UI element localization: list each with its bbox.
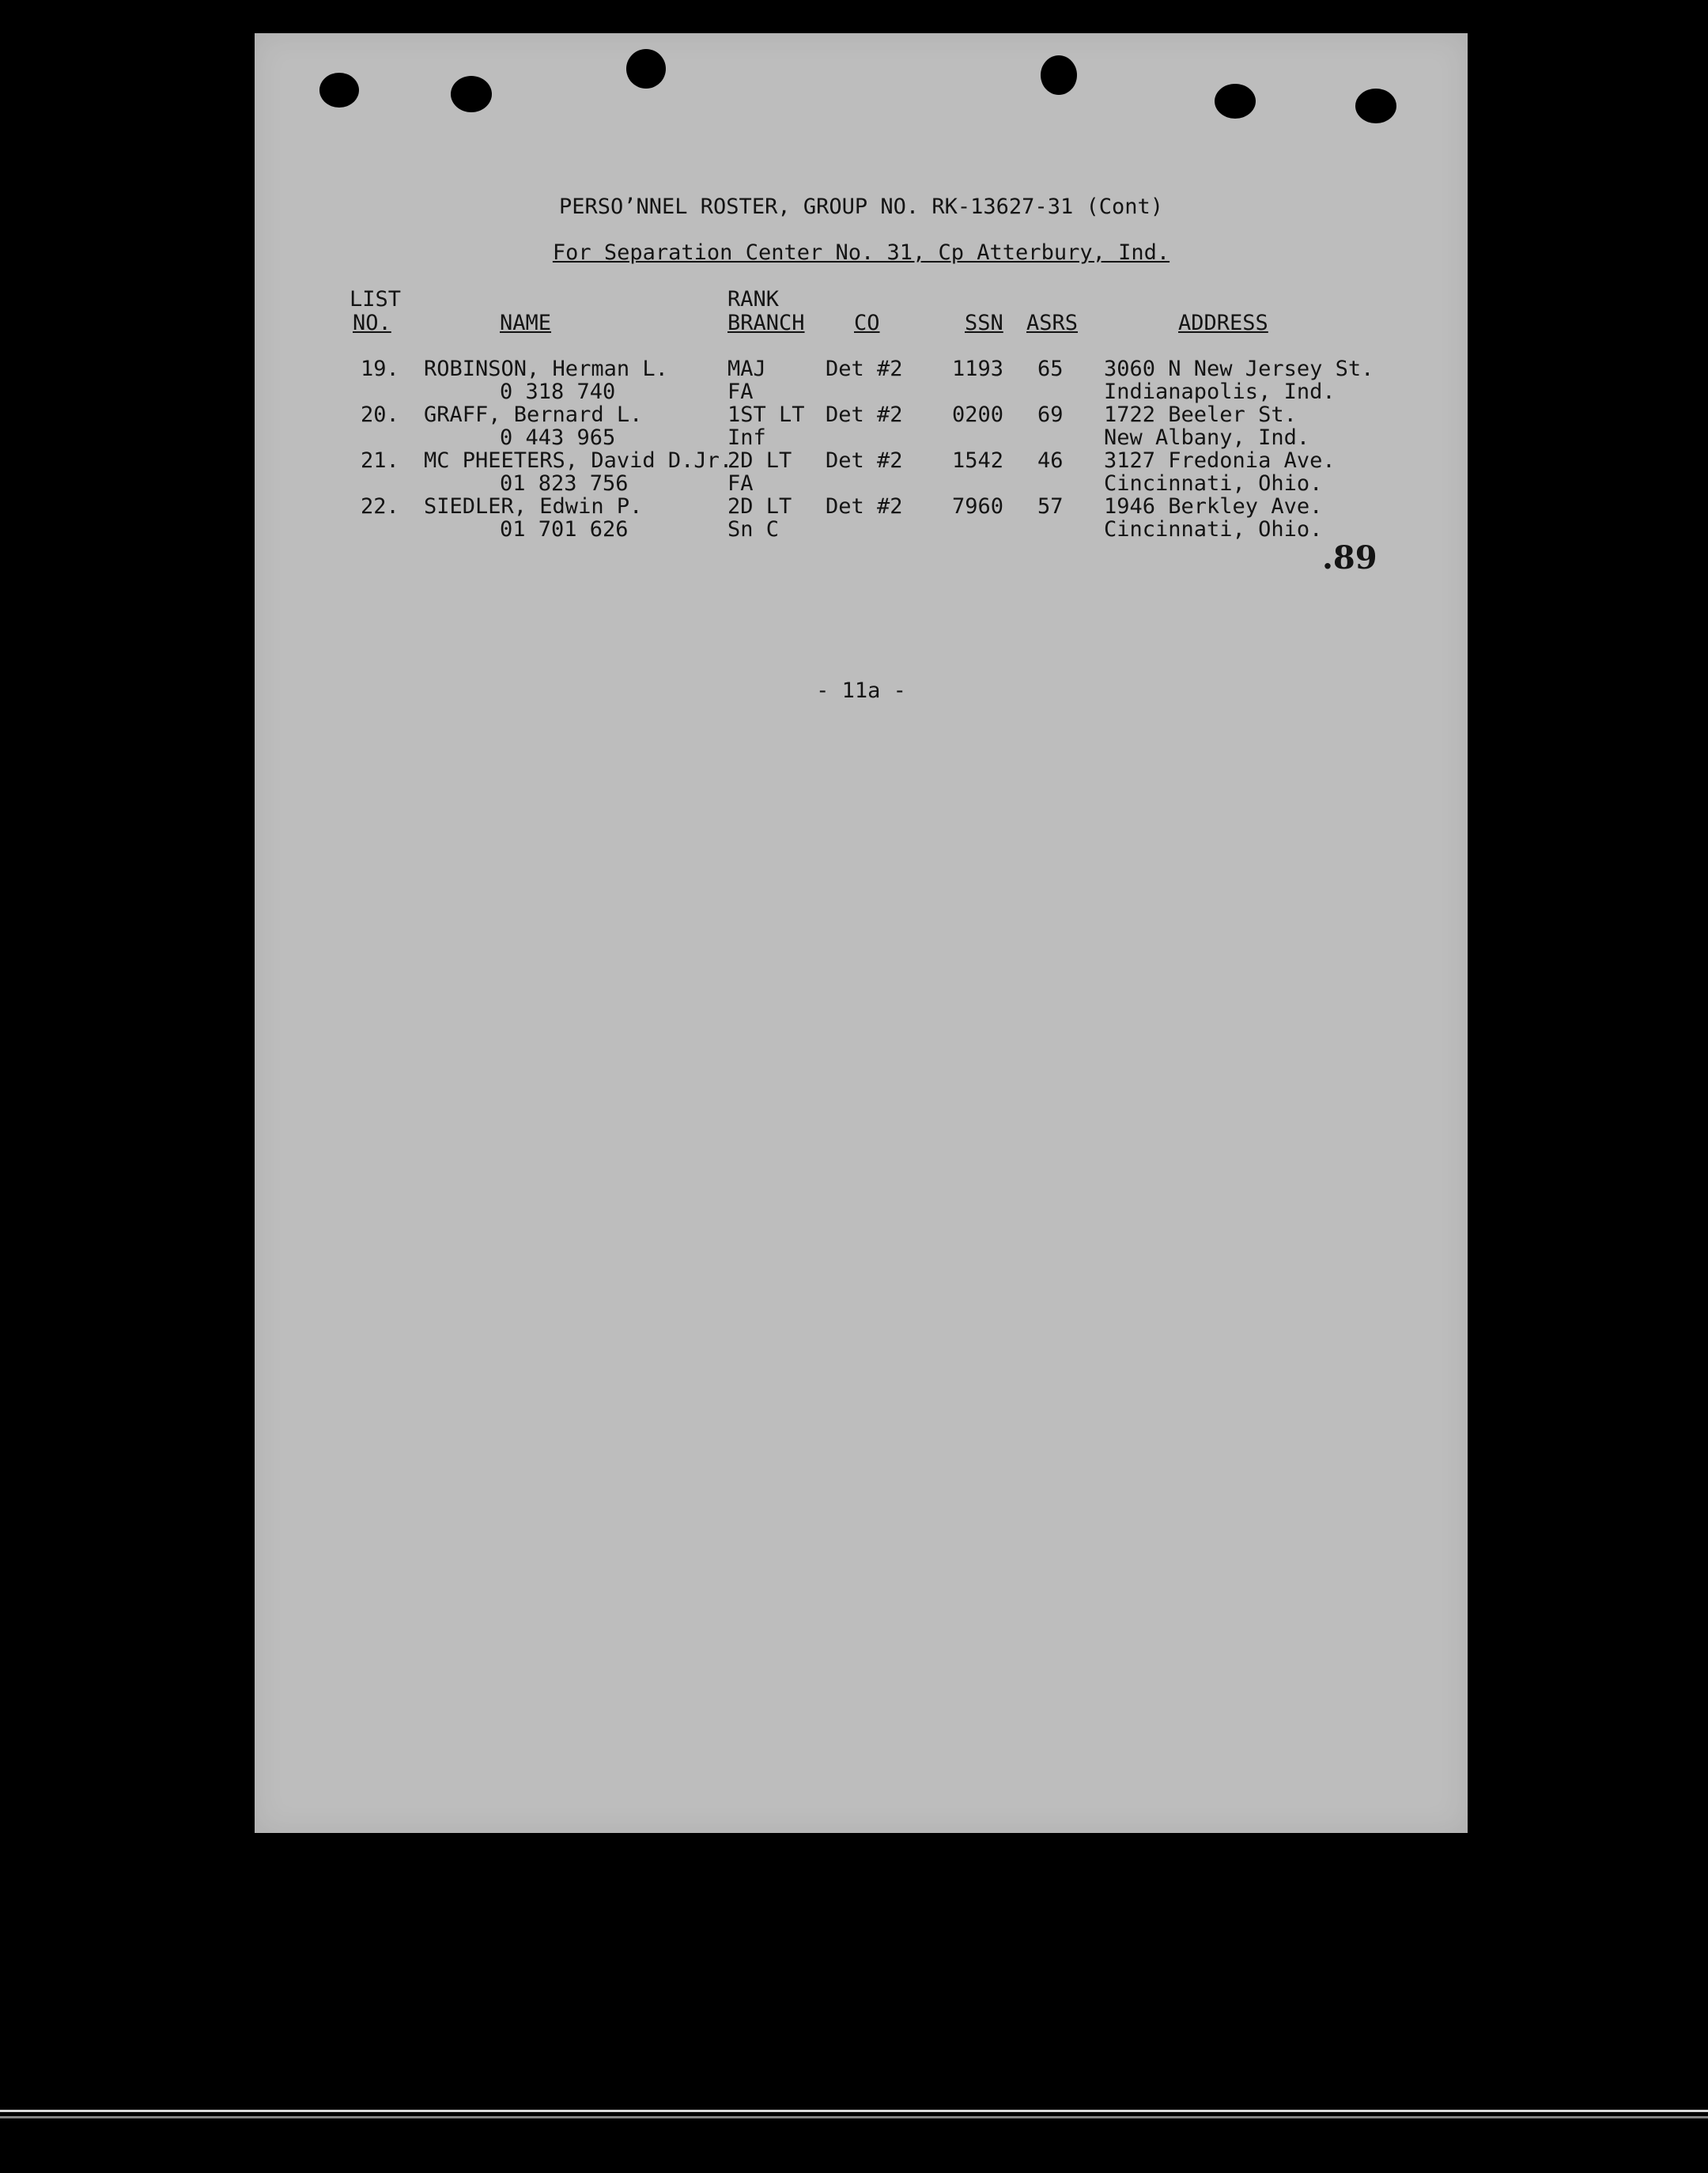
ssn: 0200 <box>952 402 1004 427</box>
asrs: 69 <box>1037 402 1064 427</box>
scan-edge-line <box>0 2116 1708 2118</box>
page-number: - 11a - <box>816 678 906 703</box>
punch-hole <box>451 76 492 112</box>
person-name: MC PHEETERS, David D.Jr. <box>424 448 733 473</box>
rank: 2D LT <box>727 448 792 473</box>
scan-edge-line <box>0 2110 1708 2112</box>
person-name: ROBINSON, Herman L. <box>424 357 668 381</box>
asrs: 57 <box>1037 494 1064 519</box>
roster-subtitle: For Separation Center No. 31, Cp Atterbury, Ind. <box>552 240 1170 265</box>
header-co: CO <box>854 311 880 335</box>
branch: Inf <box>727 425 766 450</box>
serial-number: 01 823 756 <box>500 471 629 496</box>
list-no: 21. <box>361 448 399 473</box>
header-list-no: NO. <box>353 311 391 335</box>
address-line-2: Indianapolis, Ind. <box>1104 380 1336 404</box>
ssn: 1542 <box>952 448 1004 473</box>
branch: FA <box>727 380 754 404</box>
header-name: NAME <box>500 311 552 335</box>
header-asrs: ASRS <box>1026 311 1079 335</box>
serial-number: 0 443 965 <box>500 425 616 450</box>
punch-hole <box>1041 55 1077 95</box>
document-page <box>255 33 1468 1833</box>
address-line-1: 1946 Berkley Ave. <box>1104 494 1323 519</box>
header-address: ADDRESS <box>1178 311 1268 335</box>
company: Det #2 <box>826 357 903 381</box>
address-line-2: New Albany, Ind. <box>1104 425 1310 450</box>
address-line-2: Cincinnati, Ohio. <box>1104 517 1323 542</box>
rank: 1ST LT <box>727 402 805 427</box>
table-row <box>255 357 1468 403</box>
list-no: 22. <box>361 494 399 519</box>
header-rank: RANK <box>727 287 780 312</box>
list-no: 20. <box>361 402 399 427</box>
person-name: SIEDLER, Edwin P. <box>424 494 643 519</box>
ssn: 7960 <box>952 494 1004 519</box>
person-name: GRAFF, Bernard L. <box>424 402 643 427</box>
header-list-top: LIST <box>350 287 402 312</box>
rank: MAJ <box>727 357 766 381</box>
punch-hole <box>626 49 666 89</box>
branch: Sn C <box>727 517 780 542</box>
ssn: 1193 <box>952 357 1004 381</box>
company: Det #2 <box>826 402 903 427</box>
list-no: 19. <box>361 357 399 381</box>
punch-hole <box>1215 84 1256 119</box>
serial-number: 01 701 626 <box>500 517 629 542</box>
serial-number: 0 318 740 <box>500 380 616 404</box>
punch-hole <box>1355 89 1396 123</box>
rank: 2D LT <box>727 494 792 519</box>
roster-title: PERSO’NNEL ROSTER, GROUP NO. RK-13627-31 (Cont) <box>558 195 1163 219</box>
punch-hole <box>319 73 359 108</box>
company: Det #2 <box>826 494 903 519</box>
address-line-1: 1722 Beeler St. <box>1104 402 1297 427</box>
branch: FA <box>727 471 754 496</box>
table-row <box>255 449 1468 495</box>
table-row <box>255 403 1468 449</box>
asrs: 65 <box>1037 357 1064 381</box>
company: Det #2 <box>826 448 903 473</box>
address-line-1: 3060 N New Jersey St. <box>1104 357 1374 381</box>
asrs: 46 <box>1037 448 1064 473</box>
header-ssn: SSN <box>965 311 1003 335</box>
table-row <box>255 495 1468 541</box>
stamp-number: .89 <box>1322 539 1377 576</box>
header-branch: BRANCH <box>727 311 805 335</box>
address-line-2: Cincinnati, Ohio. <box>1104 471 1323 496</box>
address-line-1: 3127 Fredonia Ave. <box>1104 448 1336 473</box>
